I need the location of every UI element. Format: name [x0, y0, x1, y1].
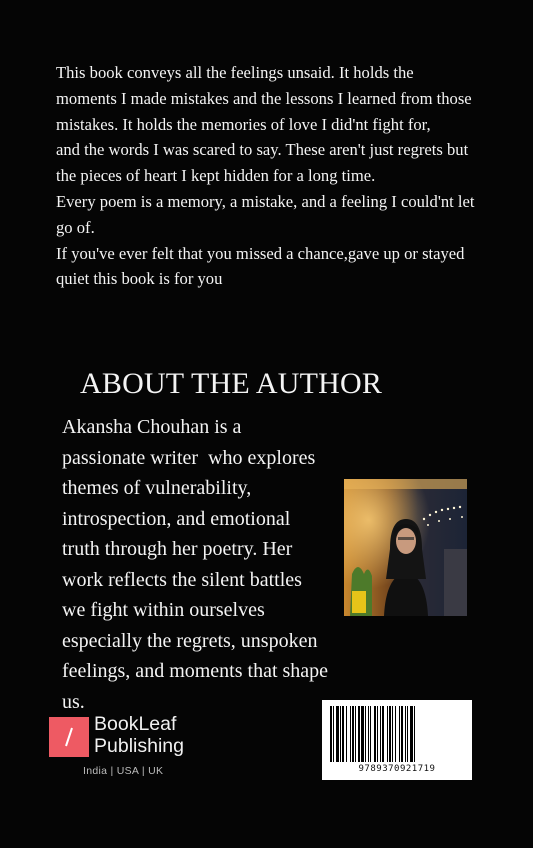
blurb-paragraph: and the words I was scared to say. These aren't just regrets but the pieces of heart I kept hidden for a long time. — [56, 140, 469, 186]
isbn-barcode — [322, 700, 472, 780]
author-bio — [62, 412, 362, 717]
bio-line: work reflects the silent battles — [62, 568, 302, 591]
publisher-name-line1: BookLeaf — [94, 713, 177, 735]
back-cover-blurb — [56, 60, 476, 292]
bookleaf-logo-mark — [49, 717, 89, 757]
bio-line: feelings, and moments that shape — [62, 660, 329, 682]
bio-line: we fight within ourselves — [62, 599, 265, 621]
bio-line: truth through her poetry. Her — [62, 538, 293, 560]
bio-line: especially the regrets, unspoken — [62, 629, 318, 652]
blurb-paragraph: This book conveys all the feelings unsaid. It holds the moments I made mistakes and the lessons I learned from those mistakes. It holds the memories of love I did'nt fight for, — [56, 63, 472, 134]
publisher-name-line2: Publishing — [94, 735, 184, 757]
barcode-bars — [330, 706, 464, 762]
blurb-paragraph: If you've ever felt that you missed a chance,gave up or stayed quiet this book is for you — [56, 243, 465, 289]
blurb-paragraph: Every poem is a memory, a mistake, and a feeling I could'nt let go of. — [56, 191, 475, 237]
bio-line: passionate writer who explores — [62, 446, 316, 469]
publisher-name — [94, 713, 184, 757]
publisher-regions: India | USA | UK — [83, 765, 164, 777]
bio-line: us. — [62, 690, 85, 713]
author-photo — [344, 479, 467, 616]
isbn-number: 9789370921719 — [358, 764, 436, 774]
slash-icon — [49, 717, 89, 757]
bio-line: introspection, and emotional — [62, 507, 291, 530]
bio-line: themes of vulnerability, — [62, 477, 252, 499]
bio-line: Akansha Chouhan is a — [62, 416, 242, 438]
about-author-heading: ABOUT THE AUTHOR — [80, 367, 383, 400]
